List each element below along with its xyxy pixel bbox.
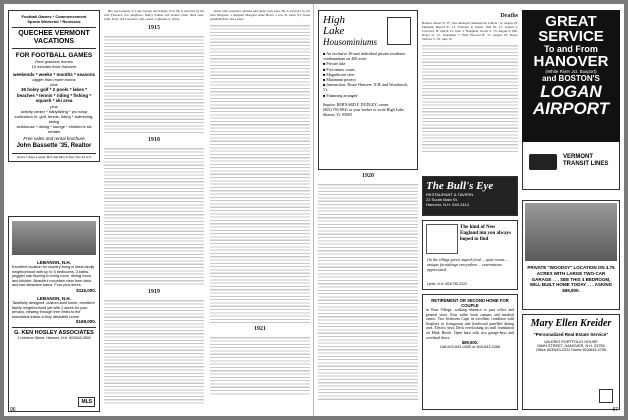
col2-para: His was formerly of Lake George and Albany, N.Y. He is survived by his wife Florence, two daughters, Nancy Palmer and Jeanne Clark, three sons, John, Peter, and Lawrence; and a sister, Catherine A. Watts. [104,10,204,21]
bullet-item: ■ Maximum privacy [323,77,357,83]
vermont-transit-ad [522,10,620,192]
retirement-title: RETIREMENT OR SECOND HOME FOR COUPLE [431,298,509,308]
quechee-realtor: John Bassette '35, Realtor [16,142,92,149]
high-lake-title2: Lake [323,25,345,37]
high-lake-title3: Housominiums [323,37,378,47]
page-number-left: 96 [10,407,16,413]
quechee-rent: Rent gracious homes [35,59,73,64]
high-lake-tree-icon [387,17,411,45]
hosley-caption2: LEBANON, N.H. [37,295,71,301]
magazine-spread [4,4,624,416]
bullet-item: ■ Five tennis courts [323,66,355,72]
vermont-transit-banner [522,10,620,142]
kreider-firm: VALERIO PORTFOLIO HOUSE [544,340,598,344]
lyme-inn-body: On the village green, superb food ... quiet rooms ... antique furnishings everywhere ... reservations appreciated [427,257,509,272]
kreider-name: Mary Ellen Kreider [530,318,612,329]
left-col-3 [210,10,310,406]
retirement-price: $89,500. [461,340,479,346]
retirement-phone: Call 603-643-4050 or 603-643-2285 [439,345,501,350]
right-col-1920 [318,170,418,410]
bullet-item: ■ Private lake [323,61,346,67]
year-1920: 1920 [362,173,374,179]
logan-text: LOGAN [540,82,602,101]
house-photo-1 [12,221,96,255]
hosley-agency: G. KEN HOSLEY ASSOCIATES [12,327,96,336]
col3-para: home with extensive gardens and many fruit trees. He is survived by his wife Margaret; a daughter Margaret Anne Howe; a son, H. Jones '43; seven grandchildren; and a sister. [210,10,310,21]
quechee-weekends: weekends * weeks * months * seasons [12,72,96,77]
kreider-addr: MAIN STREET, HANOVER, N.H. 03755 [537,344,605,348]
deaths-col [422,10,518,170]
right-page [314,4,624,416]
bullet-item: ■ Financing arranged [323,92,358,98]
quechee-bigger: bigger than motel rooms [32,77,76,82]
airport-text: AIRPORT [532,99,610,118]
quechee-miles: 10 minutes from Hanover [31,64,77,69]
quechee-plus: plus [50,82,58,87]
high-lake-phone: (802) 765-9841 or your broker or write High Lake, Sharon, Vt. 05065 [323,106,405,117]
hosley-body1: Excellent location for country living in ideal family neighborhood with up to 5 bedrooms, 3 baths, pegged oak flooring in living room, dining room, and kitchen. Beautiful mountain view from deck and two attractive barns. Four plus acres. [12,265,95,288]
quechee-activity: activity center * babysitting * pro shop instruction in: golf, tennis, riding * swimming, skiing [14,108,94,124]
kreider-phone: Office 603/643-2222 Home 603/643-4756 [535,348,606,352]
hanover-text: HANOVER [533,53,609,70]
left-page [4,4,314,416]
quechee-plus2: plus [50,103,58,109]
quechee-sub: FOR FOOTBALL GAMES [15,52,93,59]
bullet-item: ■ Magnificent view [323,71,355,77]
year-1919: 1919 [148,288,160,295]
hosley-caption1: LEBANON, N.H. [37,260,71,265]
mls-logo: MLS [78,397,95,407]
bullet-item: ■ Intersection: Route Hanover, N.H. and Woodstock, Vt. [323,82,408,93]
high-lake-title1: High [323,14,345,26]
lyme-inn-tag: The kind of New England inn you always hoped to find [460,225,511,242]
lyme-inn-footer: Lyme, N.H. 603/795-2222 [427,282,467,286]
retirement-body: in Etna Village, walking distance to post office and general store. Four miles from campus and medical center. Two bedroom Cape in excellent condition with fireplace in livingroom and hardwood panelled dining area. Electric heat. Deck overlooking six mill foundation on Mink Brook. Open barn with two garage-bays and overhead doors. [426,308,514,340]
vermont-transit-footer [522,142,620,190]
text-block-1920 [318,182,418,402]
deaths-text: Hanson, Albert W. '07, date unknown; Rindestrom, John R. '12, August 23; Pinkham, Harold B. '13, February 9; Moser, Paul M. '15, August 2; Clawford, H. Marsh '15, June 3; Hodgman, Norris T. '15, August 9; Hill, Roger D. '17, September 7; Hall, Howard B. '17, August 25; Rowe, Wallace S. '18, June 19 [422,21,518,41]
vermont-transit-brand: VERMONT TRANSIT LINES [563,154,609,167]
kreider-tag: "Personalized Real Estate Service" [533,332,609,337]
busport-text: (White River Jct. Busport) [545,69,597,74]
year-1915: 1915 [148,24,160,31]
bulls-eye-town: Hanover, N.H. 643-3114 [426,202,469,207]
bulls-eye-addr: 22 South Main St. [426,197,458,202]
realtor-logo-icon [599,389,613,403]
left-col-2 [104,10,204,406]
bulls-eye-tag: RESTAURANT & TAVERN [426,192,474,197]
text-block-1915 [104,34,204,134]
quechee-footer: Hours 7 days a week; Mon-Sat 9am to 5pm Sun 12 to 5 [12,153,96,159]
woodsy-house-ad [522,200,620,310]
woodsy-house-photo [525,203,617,261]
lyme-inn-ad [422,220,518,290]
hosley-ad [8,216,100,412]
text-block-1919 [104,298,204,406]
bus-icon [529,154,557,170]
page-number-right: 97 [612,407,618,413]
text-block-col3 [210,23,310,323]
high-lake-inquire: Inquire: BERNARD F. DUDLEY, owner [323,101,389,107]
lyme-inn-drawing-icon [426,224,458,254]
high-lake-bullets [323,51,413,98]
great-text: GREAT [545,13,597,30]
quechee-top2: Sports Weekend * Reunions [27,19,81,24]
quechee-club: clubhouse * dining * lounge * children's ski rentals [16,123,92,134]
woodsy-house-caption: PRIVATE "WOODSY" LOCATION ON 4.75 ACRES WITH LARGE TWO-CAR GARAGE . . . SEE THIS 4 BEDROOM, WILL BUILT HOME TODAY . . . ASKING $69,900. [527,265,615,294]
retirement-ad [422,294,518,410]
quechee-amenities: 36 holey golf * 2 pools * lakes * beaches * tennis * riding * fishing * squash * ski area [16,87,92,103]
quechee-top: Football Games * Commencement [21,14,87,19]
boston-text: and BOSTON'S [542,74,600,83]
hosley-body2: Tastefully designed, custom-built home, excellent family neighborhood yet with 2 acres for your privacy, viewing through tree limbs to the mountains inside a truly desirable home. [12,300,95,319]
high-lake-ad [318,10,418,170]
deaths-title: Deaths [500,13,518,19]
text-block-1918 [104,146,204,286]
quechee-ad [8,10,100,162]
deaths-list-block [422,43,518,153]
bullet-item: ■ An exclusive 20-unit individual private residence condominium on 400 acres [323,51,406,62]
service-text: SERVICE [538,28,604,45]
year-1921: 1921 [254,326,266,333]
quechee-title: QUECHEE VERMONT VACATIONS [12,27,96,49]
hosley-price1: $115,000. [76,287,96,293]
kreider-ad [522,314,620,410]
to-from-text: To and From [544,44,598,54]
text-block-1921 [210,335,310,395]
hosley-price2: $168,000. [75,319,96,325]
bulls-eye-name: The Bull's Eye [426,180,494,192]
year-1918: 1918 [148,136,160,143]
bulls-eye-ad [422,176,518,216]
quechee-free: Free sales and rental brochure [23,135,85,141]
hosley-addr: 1 Lebanon Street, Hanover, N.H. 603/643-3500 [17,336,91,341]
